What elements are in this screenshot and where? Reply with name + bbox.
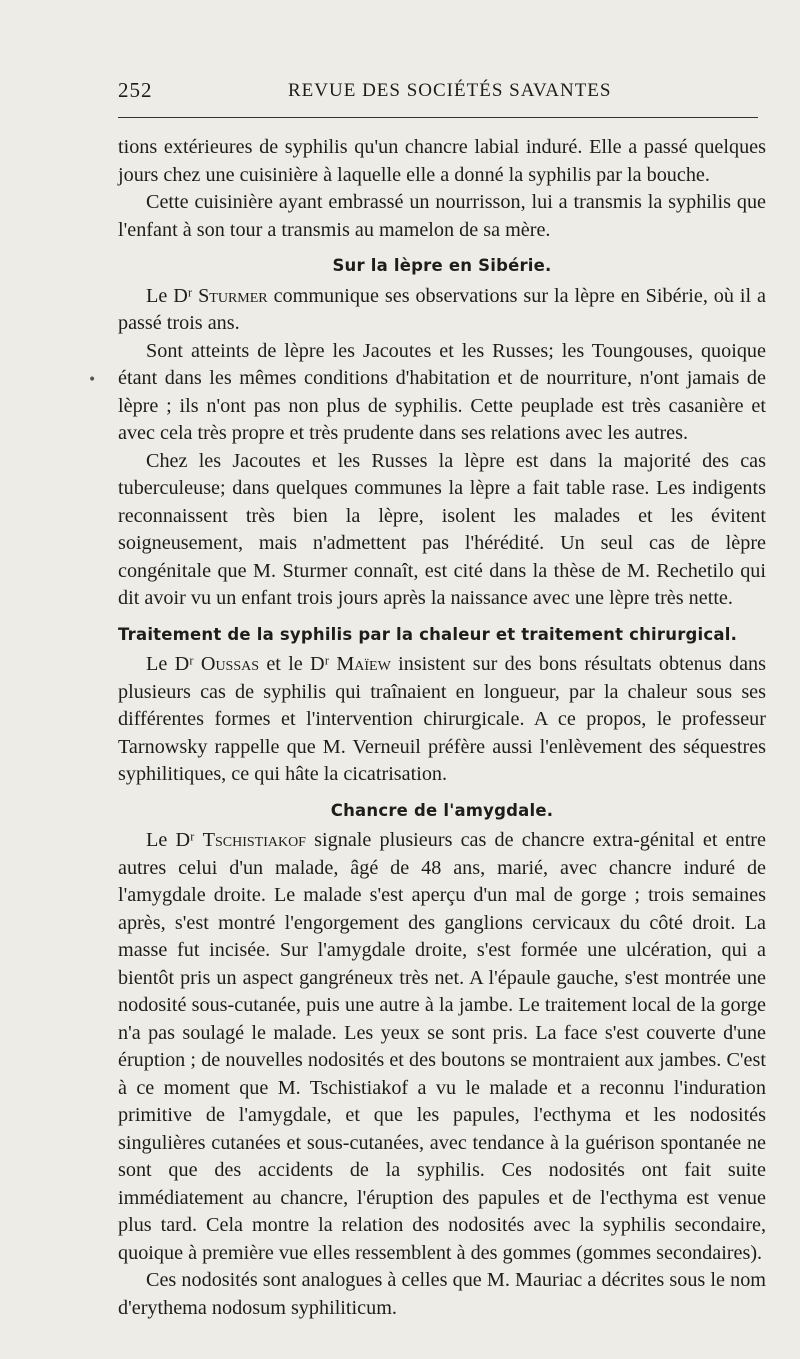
amygdale-paragraph-1: Le Dʳ Tschistiakof signale plusieurs cas de chancre extra-génital et entre autres celui d'un malade, âgé de 48 ans, marié, avec chancre induré de l'amygdale droite. Le malade s'est aperçu d'un mal de gorge ; trois semaines après, s'est montré l'engorgement des ganglions cervicaux du côté droit. La masse fut incisée. Sur l'amygdale droite, s'est formée une ulcération, qui a bientôt pris un aspect gangréneux très net. A l'épaule gauche, s'est montrée une nodosité sous-cutanée, puis une autre à la jambe. Le traitement local de la gorge n'a pas soulagé le malade. Les yeux se sont pris. La face s'est couverte d'une éruption ; de nouvelles nodosités et des boutons se montraient aux jambes. C'est à ce moment que M. Tschistiakof a vu le malade et a reconnu l'induration primitive de l'amygdale, et que les papules, l'ecthyma et les nodosités singulières cutanées et sous-cutanées, avec tendance à la guérison spontanée ne sont que des accidents de la syphilis. Ces nodosités ont fait suite immédiatement au chancre, l'éruption des papules et de l'ecthyma est venue plus tard. Cela montre la relation des nodosités avec la syphilis secondaire, quoique à première vue elles ressemblent à des gommes (gommes secondaires). [118, 829, 766, 1264]
margin-mark: • [88, 372, 97, 388]
author-name: Tschistiakof [202, 829, 306, 851]
intro-paragraph-2: Cette cuisinière ayant embrassé un nourrisson, lui a transmis la syphilis que l'enfant à son tour a transmis au mamelon de sa mère. [118, 191, 766, 241]
amygdale-paragraph-2: Ces nodosités sont analogues à celles que M. Mauriac a décrites sous le nom d'erythema nodosum syphiliticum. [118, 1269, 766, 1319]
running-title: REVUE DES SOCIÉTÉS SAVANTES [288, 80, 612, 101]
author-name: Oussas [200, 653, 260, 675]
lepre-paragraph-1: Le Dʳ Sturmer communique ses observations sur la lèpre en Sibérie, où il a passé trois ans. [118, 284, 766, 334]
traitement-paragraph-1: Le Dʳ Oussas et le Dʳ Maïew insistent sur des bons résultats obtenus dans plusieurs cas de syphilis qui traînaient en longueur, par la chaleur sous ses différentes formes et l'intervention chirurgicale. A ce propos, le professeur Tarnowsky rappelle que M. Verneuil préfère aussi l'enlèvement des séquestres syphilitiques, ce qui hâte la cicatrisation. [118, 653, 766, 785]
header-rule [118, 117, 758, 118]
author-name: Sturmer [198, 284, 268, 307]
intro-paragraph-1: tions extérieures de syphilis qu'un chancre labial induré. Elle a passé quelques jours chez une cuisinière à laquelle elle a donné la syphilis par la bouche. [118, 136, 766, 186]
page-body [118, 134, 766, 1322]
lepre-paragraph-3: Chez les Jacoutes et les Russes la lèpre est dans la majorité des cas tuberculeuse; dans quelques communes la lèpre a fait table rase. Les indigents reconnaissent très bien la lèpre, isolent les malades et les évitent soigneusement, mais n'admettent pas l'hérédité. Un seul cas de lèpre congénitale que M. Sturmer connaît, est cité dans la thèse de M. Rechetilo qui dit avoir vu un enfant trois jours après la naissance avec une lèpre très nette. [118, 449, 766, 609]
lepre-paragraph-2: Sont atteints de lèpre les Jacoutes et les Russes; les Toungouses, quoique étant dans les mêmes conditions d'habitation et de nourriture, n'ont jamais de lèpre ; ils n'ont pas non plus de syphilis. Cette peuplade est très casanière et avec cela très propre et très prudente dans ses relations avec les autres. [118, 339, 766, 444]
section-heading-amygdale: Chancre de l'amygdale. [330, 800, 554, 820]
section-heading-traitement: Traitement de la syphilis par la chaleur et traitement chirurgical. [118, 624, 738, 644]
section-heading-lepre: Sur la lèpre en Sibérie. [332, 256, 552, 275]
author-name: Maïew [336, 653, 391, 675]
page-number: 252 [118, 78, 153, 102]
